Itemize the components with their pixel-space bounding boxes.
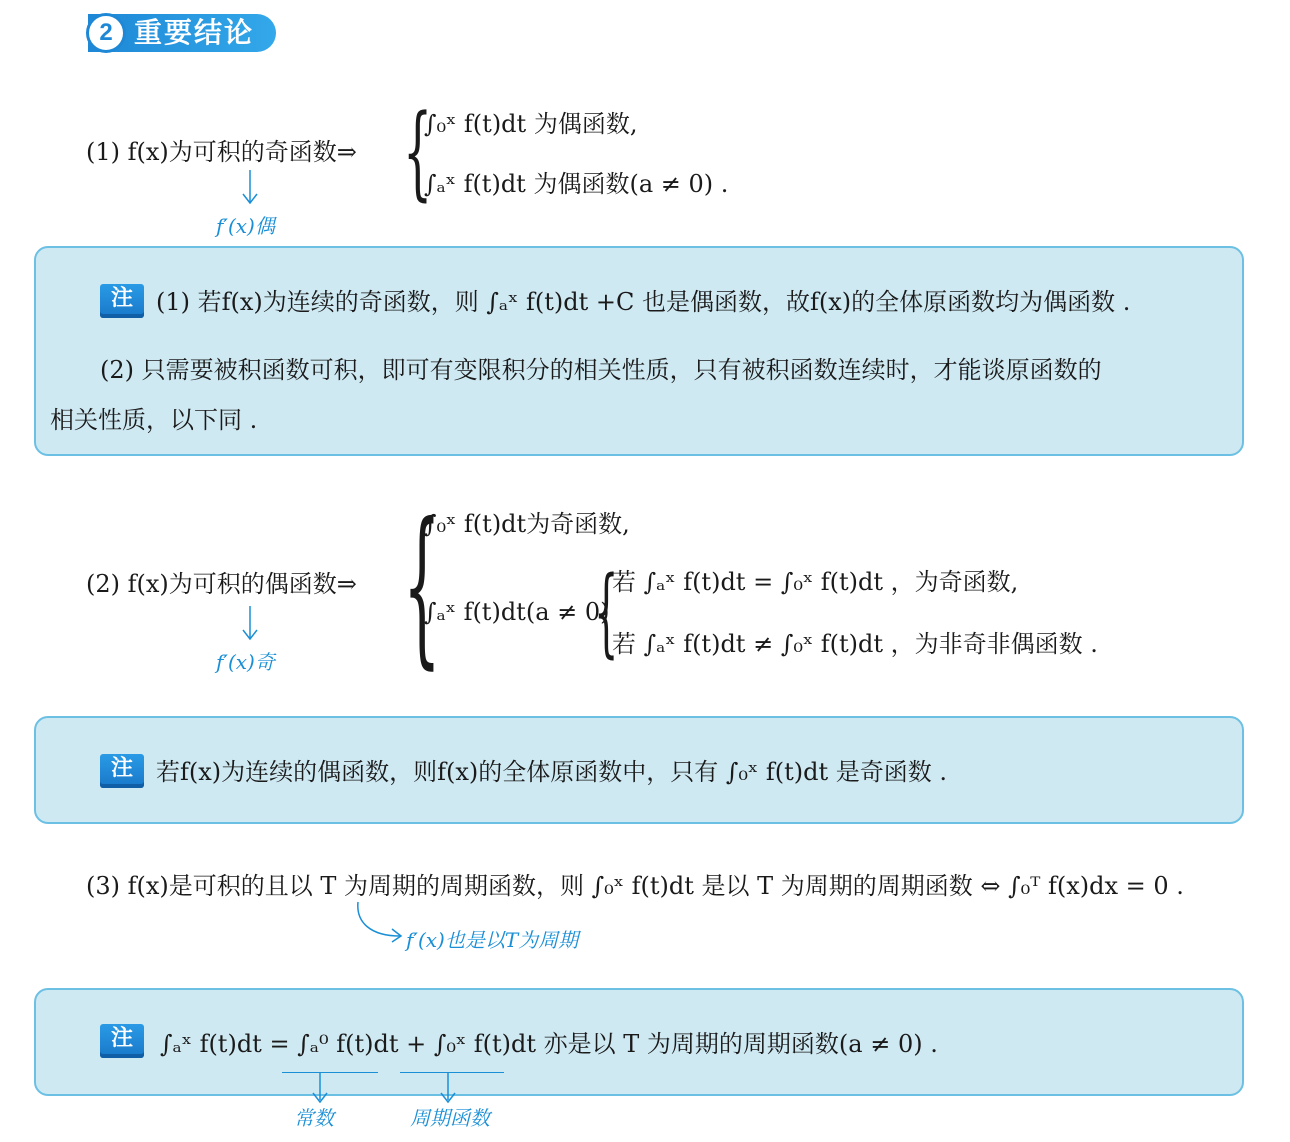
item2-case2-left: ∫ₐˣ f(t)dt(a ≠ 0): [424, 598, 610, 626]
section-title: 重要结论: [134, 16, 255, 49]
item2-arrow-icon: [238, 604, 262, 644]
item2-brace: {: [403, 487, 441, 685]
note3-arrow-left-icon: [308, 1072, 332, 1106]
note3-line1: ∫ₐˣ f(t)dt = ∫ₐ⁰ f(t)dt + ∫₀ˣ f(t)dt 亦是以 T 为周期的周期函数(a ≠ 0) .: [160, 1030, 938, 1058]
note3-badge: 注: [100, 1024, 144, 1058]
item3-hand-note: f′(x)也是以T为周期: [406, 928, 579, 952]
item1-case1: ∫₀ˣ f(t)dt 为偶函数,: [424, 110, 638, 138]
item2-hand-note: f′(x)奇: [216, 650, 275, 674]
note1-badge: 注: [100, 284, 144, 318]
note1-line3: 相关性质，以下同 .: [50, 406, 258, 434]
note1-line1: (1) 若f(x)为连续的奇函数，则 ∫ₐˣ f(t)dt +C 也是偶函数，故f(x)的全体原函数均为偶函数 .: [156, 288, 1131, 316]
item1-arrow-icon: [238, 168, 262, 208]
note3-arrow-right-icon: [436, 1072, 460, 1106]
item3-label: (3) f(x)是可积的且以 T 为周期的周期函数，则 ∫₀ˣ f(t)dt 是以 T 为周期的周期函数 ⇔ ∫₀ᵀ f(x)dx = 0 .: [86, 872, 1184, 900]
item1-hand-note: f′(x)偶: [216, 214, 275, 238]
item1-brace: {: [403, 93, 433, 212]
note1-line2: (2) 只需要被积函数可积，即可有变限积分的相关性质，只有被积函数连续时，才能谈原函数的: [100, 356, 1102, 384]
section-number-badge: 2: [86, 13, 126, 53]
item1-case2: ∫ₐˣ f(t)dt 为偶函数(a ≠ 0) .: [424, 170, 729, 198]
item2-case1: ∫₀ˣ f(t)dt为奇函数,: [424, 510, 630, 538]
note2-line1: 若f(x)为连续的偶函数，则f(x)的全体原函数中，只有 ∫₀ˣ f(t)dt 是奇函数 .: [156, 758, 947, 786]
item3-curved-arrow-icon: [352, 900, 408, 944]
note3-hand-note-right: 周期函数: [410, 1106, 490, 1130]
note3-hand-note-left: 常数: [294, 1106, 334, 1130]
item2-sub-brace: {: [594, 556, 619, 668]
item2-sub1: 若 ∫ₐˣ f(t)dt = ∫₀ˣ f(t)dt ，为奇函数,: [612, 568, 1019, 596]
item2-label: (2) f(x)为可积的偶函数⇒: [86, 570, 357, 598]
note2-badge: 注: [100, 754, 144, 788]
item1-label: (1) f(x)为可积的奇函数⇒: [86, 138, 357, 166]
item2-sub2: 若 ∫ₐˣ f(t)dt ≠ ∫₀ˣ f(t)dt ，为非奇非偶函数 .: [612, 630, 1098, 658]
